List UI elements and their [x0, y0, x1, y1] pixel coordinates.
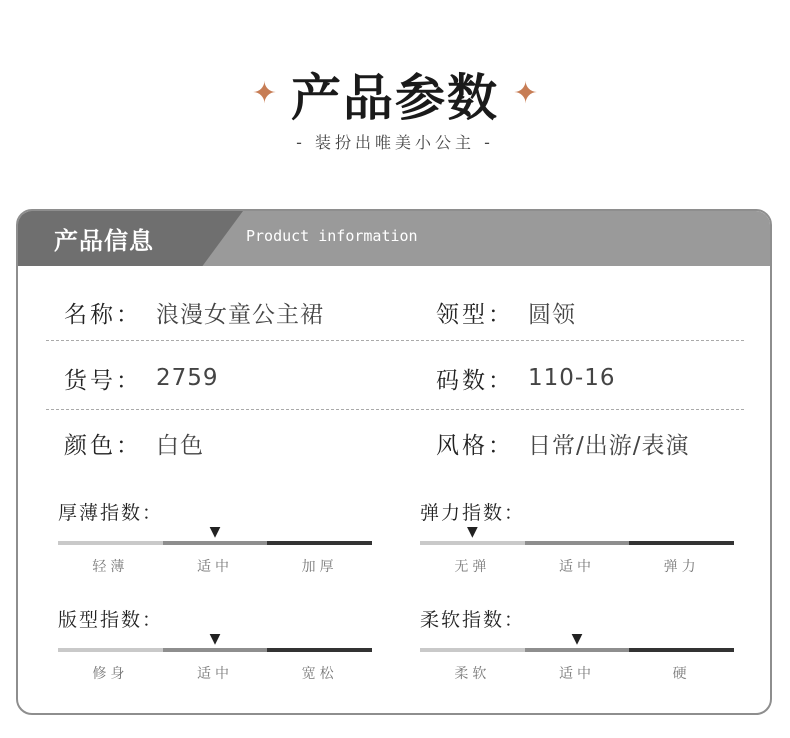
- info-key: 名称：: [64, 301, 142, 328]
- scale-label: 轻薄: [92, 559, 129, 575]
- info-item: [436, 348, 615, 408]
- info-item: [64, 348, 219, 408]
- page-subtitle: - 装扮出唯美小公主 -: [296, 133, 494, 152]
- card-header: [18, 211, 770, 266]
- info-item: [64, 413, 204, 473]
- info-row: [18, 413, 770, 473]
- page-title: 产品参数: [291, 69, 499, 127]
- info-key: 码数：: [436, 367, 514, 394]
- scale-title: 柔软指数：: [420, 609, 526, 631]
- scale-title: 弹力指数：: [420, 502, 526, 524]
- scale-bar: [58, 648, 372, 652]
- header-subtitle: Product information: [246, 227, 418, 245]
- info-row: [18, 348, 770, 408]
- scale-label: 适中: [559, 559, 595, 575]
- scale-marker-icon: ▼: [209, 524, 221, 540]
- info-value: 浪漫女童公主裙: [156, 301, 324, 328]
- scale-marker-icon: ▼: [571, 631, 583, 647]
- scale-fit: [58, 605, 372, 715]
- scale-marker-icon: ▼: [466, 524, 478, 540]
- scale-label: 弹力: [663, 559, 700, 575]
- scale-title: 厚薄指数：: [58, 502, 164, 524]
- title-row: [0, 58, 790, 130]
- product-info-card: [16, 209, 772, 715]
- info-key: 领型：: [436, 301, 514, 328]
- scale-bar: [420, 648, 734, 652]
- scale-label: 柔软: [454, 666, 491, 682]
- info-key: 风格：: [436, 432, 514, 459]
- scale-label: 宽松: [301, 666, 338, 682]
- scale-softness: [420, 605, 734, 715]
- scale-label: 适中: [559, 666, 595, 682]
- scale-label: 适中: [197, 559, 233, 575]
- info-value: 圆领: [528, 301, 576, 328]
- info-item: [436, 282, 576, 342]
- scale-label: 无弹: [454, 559, 491, 575]
- info-value: 日常/出游/表演: [528, 432, 690, 459]
- scale-label: 硬: [672, 666, 691, 682]
- scale-bar: [58, 541, 372, 545]
- divider: [46, 340, 744, 341]
- info-key: 颜色：: [64, 432, 142, 459]
- info-key: 货号：: [64, 367, 142, 394]
- info-value: 110-16: [528, 365, 616, 391]
- scale-label: 修身: [92, 666, 129, 682]
- scale-thickness: [58, 498, 372, 608]
- scale-elasticity: [420, 498, 734, 608]
- info-row: [18, 282, 770, 342]
- scale-marker-icon: ▼: [209, 631, 221, 647]
- info-item: [64, 282, 324, 342]
- header-title: 产品信息: [54, 227, 154, 255]
- info-value: 白色: [156, 432, 204, 459]
- scale-label: 加厚: [301, 559, 338, 575]
- scale-label: 适中: [197, 666, 233, 682]
- divider: [46, 409, 744, 410]
- star-left-icon: ✦: [251, 76, 277, 111]
- scale-bar: [420, 541, 734, 545]
- info-value: 2759: [156, 365, 219, 391]
- star-right-icon: ✦: [513, 76, 539, 111]
- info-item: [436, 413, 690, 473]
- scale-title: 版型指数：: [58, 609, 164, 631]
